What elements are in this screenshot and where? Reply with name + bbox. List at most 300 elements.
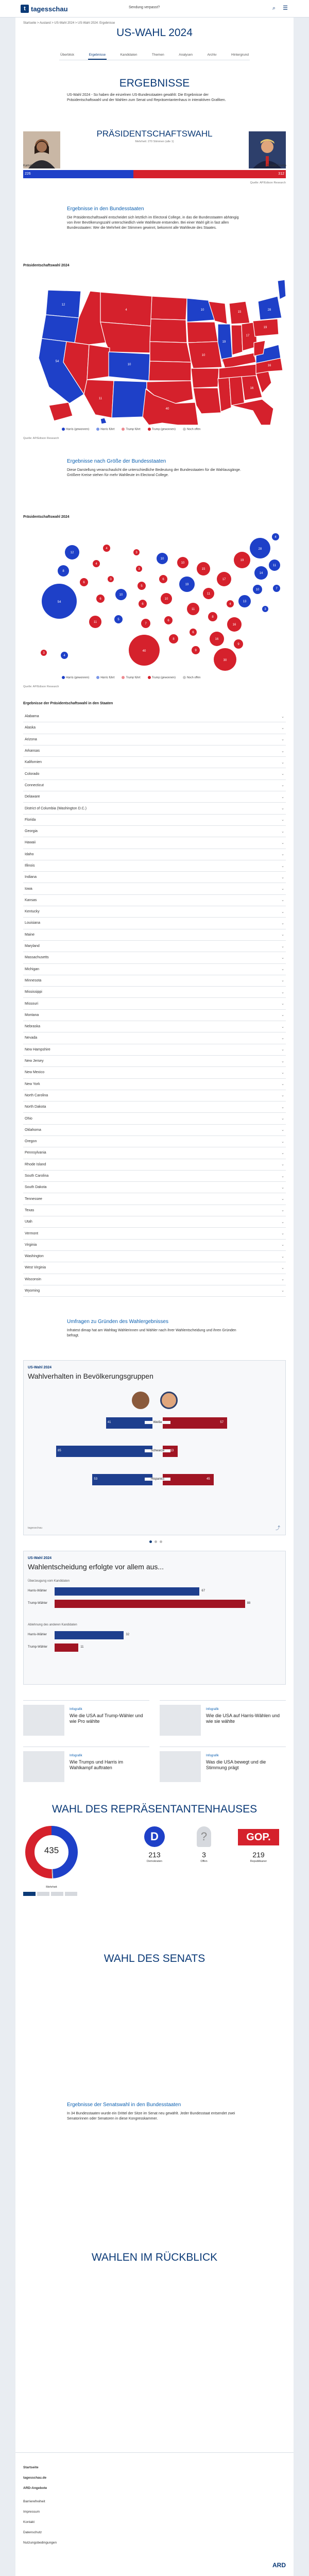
svg-text:6: 6: [83, 581, 85, 584]
map-source: Quelle: AP/Edison Research: [23, 437, 59, 440]
polls-text: Infratest dimap hat am Wahltag Wählerinnen und Wähler nach ihrer Wahlentscheidung und ihren Gründen befragt.: [67, 1329, 236, 1337]
house-tab-2[interactable]: [37, 1892, 49, 1896]
trump-vote-bar: 312: [133, 170, 286, 178]
map-state-hawaii[interactable]: [100, 418, 107, 424]
tab-results[interactable]: Ergebnisse: [88, 52, 107, 60]
map-state-arkansas[interactable]: [191, 368, 219, 388]
poll1-rep-value: 57: [220, 1421, 224, 1424]
poll1-harris-avatar: [132, 1392, 149, 1409]
dem-seats: 213: [148, 1851, 161, 1859]
nav-link-sendung[interactable]: Sendung verpasst?: [129, 6, 160, 9]
state-name: Colorado: [25, 772, 40, 776]
state-name: New Hampshire: [25, 1047, 50, 1052]
state-row[interactable]: [23, 1262, 286, 1274]
trump-portrait: [249, 131, 286, 168]
map-state-louisiana[interactable]: [193, 388, 221, 414]
chevron-down-icon: ⌄: [281, 829, 284, 834]
state-name: Virginia: [25, 1243, 37, 1247]
state-row[interactable]: [23, 780, 286, 791]
state-name: Missouri: [25, 1002, 39, 1006]
tab-overview[interactable]: Überblick: [60, 53, 75, 57]
svg-text:10: 10: [181, 562, 185, 565]
chevron-down-icon: ⌄: [281, 749, 284, 753]
bubble-legend: [62, 676, 200, 679]
svg-text:4: 4: [274, 536, 277, 539]
logo-text: tagesschau: [31, 5, 68, 13]
chevron-down-icon: ⌄: [281, 1128, 284, 1132]
svg-text:28: 28: [258, 548, 262, 551]
teaser-4-title: Was die USA bewegt und die Stimmung prägt: [206, 1759, 266, 1770]
state-row[interactable]: [23, 1171, 286, 1182]
state-name: Wisconsin: [25, 1277, 41, 1281]
state-row[interactable]: [23, 849, 286, 860]
state-row[interactable]: [23, 987, 286, 998]
poll2-bar: [55, 1600, 245, 1608]
state-row[interactable]: [23, 1079, 286, 1090]
poll2-value: 67: [201, 1589, 205, 1592]
house-total: 435: [44, 1845, 59, 1855]
state-row[interactable]: [23, 1228, 286, 1239]
breadcrumb[interactable]: Startseite > Ausland > US-Wahl 2024 > US-Wahl 2024: Ergebnisse: [23, 22, 115, 25]
map-legend: [62, 428, 200, 431]
state-name: Oklahoma: [25, 1128, 41, 1132]
state-name: Louisiana: [25, 921, 40, 925]
share-icon[interactable]: ⤴: [275, 1526, 280, 1531]
state-name: Ohio: [25, 1116, 32, 1121]
state-name: Texas: [25, 1208, 35, 1212]
us-states-map[interactable]: [23, 270, 286, 425]
state-name: Connecticut: [25, 783, 44, 787]
chevron-down-icon: ⌄: [281, 784, 284, 788]
state-row[interactable]: [23, 918, 286, 929]
footer-link-3[interactable]: ARD-Angebote: [23, 2486, 47, 2490]
legend-harris-won: Harris (gewonnen): [62, 428, 89, 431]
map-state-alaska[interactable]: [49, 402, 73, 421]
house-year-tabs: [23, 1892, 77, 1896]
svg-text:16: 16: [250, 387, 254, 390]
footer-link-4[interactable]: Barrierefreiheit: [23, 2500, 45, 2503]
state-row[interactable]: [23, 1090, 286, 1101]
state-row[interactable]: [23, 768, 286, 779]
open-seats-icon: ?: [197, 1826, 211, 1847]
state-row[interactable]: [23, 1101, 286, 1113]
svg-text:11: 11: [272, 564, 277, 567]
poll1-dem-value: 85: [58, 1449, 61, 1452]
chevron-down-icon: ⌄: [281, 933, 284, 937]
footer-link-5[interactable]: Impressum: [23, 2510, 40, 2514]
chevron-down-icon: ⌄: [281, 1232, 284, 1235]
state-name: North Dakota: [25, 1105, 46, 1109]
democrats-logo-icon: D: [144, 1826, 165, 1847]
state-name: Iowa: [25, 887, 32, 891]
state-row[interactable]: [23, 1251, 286, 1262]
state-name: New Mexico: [25, 1071, 45, 1075]
poll2-title: Wahlentscheidung erfolgte vor allem aus...: [28, 1563, 164, 1571]
svg-text:19: 19: [240, 559, 244, 562]
poll2-row-label: Harris-Wähler: [28, 1633, 47, 1636]
chevron-down-icon: ⌄: [281, 760, 284, 765]
poll1-dem-value: 53: [94, 1478, 98, 1481]
svg-text:15: 15: [237, 311, 242, 314]
house-tab-3[interactable]: [51, 1892, 63, 1896]
poll2-bar: [55, 1643, 78, 1652]
chevron-down-icon: ⌄: [281, 899, 284, 903]
top-bar: [0, 0, 309, 18]
svg-text:30: 30: [248, 416, 252, 419]
state-row[interactable]: [23, 883, 286, 894]
chevron-down-icon: ⌄: [281, 1255, 284, 1259]
state-row[interactable]: [23, 1136, 286, 1147]
teaser-1-kicker: Infografik: [70, 1708, 82, 1711]
chevron-down-icon: ⌄: [281, 818, 284, 822]
chevron-down-icon: ⌄: [281, 1117, 284, 1121]
dem-label: Demokraten: [147, 1860, 162, 1863]
poll-carousel-dots[interactable]: [149, 1540, 162, 1543]
svg-text:6: 6: [99, 598, 101, 601]
state-name: Maine: [25, 933, 35, 937]
state-row[interactable]: [23, 1113, 286, 1124]
chevron-down-icon: ⌄: [281, 726, 284, 730]
svg-text:17: 17: [222, 578, 226, 581]
svg-text:6: 6: [142, 603, 144, 606]
trump-name: Donald Trump: [267, 164, 286, 167]
map-state-maine[interactable]: [278, 280, 286, 299]
tab-archive[interactable]: Archiv: [207, 53, 217, 57]
state-row[interactable]: [23, 860, 286, 872]
chevron-down-icon: ⌄: [281, 807, 284, 811]
polls-link[interactable]: Umfragen zu Gründen des Wahlergebnisses: [67, 1319, 168, 1325]
svg-text:10: 10: [127, 363, 131, 366]
poll2-sub1: Überzeugung vom Kandidaten: [28, 1580, 70, 1583]
svg-text:10: 10: [201, 354, 205, 357]
state-name: Delaware: [25, 795, 40, 799]
map-state-new-mexico[interactable]: [112, 381, 147, 418]
svg-text:30: 30: [223, 659, 227, 662]
state-row[interactable]: [23, 895, 286, 906]
chevron-down-icon: ⌄: [281, 1289, 284, 1293]
map-state-indiana[interactable]: [231, 325, 243, 355]
svg-text:10: 10: [119, 594, 123, 597]
chevron-down-icon: ⌄: [281, 1002, 284, 1006]
state-row[interactable]: [23, 998, 286, 1009]
poll1-rep-value: 13: [170, 1449, 174, 1452]
teaser-2[interactable]: [160, 1700, 286, 1741]
senate-text: In 34 Bundesstaaten wurde ein Drittel der Sitze im Senat neu gewählt. Jeder Bundesstaat entsendet zwei Senatorinnen oder Senatoren in diese Kongresskammer.: [67, 2112, 235, 2121]
svg-text:28: 28: [267, 309, 271, 312]
chevron-down-icon: ⌄: [281, 715, 284, 719]
svg-text:12: 12: [70, 551, 74, 554]
svg-text:6: 6: [192, 631, 194, 634]
chevron-down-icon: ⌄: [281, 1105, 284, 1109]
chevron-down-icon: ⌄: [281, 1209, 284, 1213]
state-name: Arkansas: [25, 749, 40, 753]
bubble-legend-trump-won: Trump (gewonnen): [148, 676, 176, 679]
state-row[interactable]: [23, 1010, 286, 1021]
teaser-2-title: Wie die USA auf Harris-Wählen und wie sie wählte: [206, 1713, 280, 1724]
chevron-down-icon: ⌄: [281, 1197, 284, 1201]
gop-logo: GOP.: [238, 1829, 279, 1845]
state-row[interactable]: [23, 872, 286, 883]
poll-card-groups: [23, 1360, 286, 1535]
chevron-down-icon: ⌄: [281, 1278, 284, 1282]
svg-text:4: 4: [229, 603, 231, 606]
state-name: Kentucky: [25, 910, 40, 914]
tab-background[interactable]: Hintergrund: [231, 53, 249, 57]
state-row[interactable]: [23, 1240, 286, 1251]
footer-link-6[interactable]: Kontakt: [23, 2520, 35, 2524]
chevron-down-icon: ⌄: [281, 1140, 284, 1144]
tab-candidates[interactable]: Kandidaten: [120, 53, 138, 57]
teaser-2-image: [160, 1705, 201, 1736]
svg-text:3: 3: [138, 568, 140, 571]
poll1-row-label: Weiße: [145, 1421, 170, 1424]
chevron-down-icon: ⌄: [281, 944, 284, 948]
poll2-value: 32: [126, 1633, 130, 1636]
svg-text:13: 13: [243, 600, 247, 603]
state-name: Kalifornien: [25, 760, 42, 765]
senate-link[interactable]: Ergebnisse der Senatswahl in den Bundesstaaten: [67, 2102, 181, 2108]
poll1-title: Wahlverhalten in Bevölkerungsgruppen: [28, 1372, 153, 1380]
teaser-2-kicker: Infografik: [206, 1708, 219, 1711]
poll2-sub2: Ablehnung des anderen Kandidaten: [28, 1623, 77, 1626]
map-state-utah[interactable]: [87, 345, 110, 380]
state-row[interactable]: [23, 1125, 286, 1136]
svg-text:7: 7: [276, 587, 278, 590]
state-name: South Carolina: [25, 1174, 49, 1178]
state-name: Minnesota: [25, 978, 42, 982]
state-row[interactable]: [23, 1285, 286, 1297]
state-row[interactable]: [23, 791, 286, 803]
state-row[interactable]: [23, 734, 286, 745]
chevron-down-icon: ⌄: [281, 1266, 284, 1270]
chevron-down-icon: ⌄: [281, 1163, 284, 1167]
poll2-bar: [55, 1587, 199, 1596]
state-row[interactable]: [23, 964, 286, 975]
state-row[interactable]: [23, 803, 286, 814]
chevron-down-icon: ⌄: [281, 1071, 284, 1075]
chevron-down-icon: ⌄: [281, 1185, 284, 1190]
poll2-bar: [55, 1631, 124, 1639]
house-total-label: Mehrheit: [46, 1886, 57, 1889]
bubble-legend-harris-leads: Harris führt: [96, 676, 114, 679]
chevron-down-icon: ⌄: [281, 1059, 284, 1063]
svg-text:3: 3: [43, 652, 45, 655]
state-row[interactable]: [23, 1205, 286, 1216]
teaser-1[interactable]: [23, 1700, 149, 1741]
svg-text:7: 7: [145, 622, 147, 625]
page-title: US-WAHL 2024: [116, 27, 193, 39]
size-results-text: Diese Darstellung veranschaulicht die unterschiedliche Bedeutung der Bundesstaaten für die Wahlausgänge. Größere Kreise stehen für mehr Wahlleute im Electoral College.: [67, 468, 241, 477]
svg-text:16: 16: [232, 623, 236, 626]
footer-link-1[interactable]: Startseite: [23, 2466, 39, 2469]
harris-portrait: [23, 131, 60, 168]
state-row[interactable]: [23, 1159, 286, 1171]
state-name: Hawaii: [25, 841, 36, 845]
state-accordion: [23, 711, 286, 1297]
svg-text:12: 12: [61, 303, 65, 307]
bubble-source: Quelle: AP/Edison Research: [23, 685, 59, 688]
svg-text:8: 8: [212, 616, 214, 619]
map-state-iowa[interactable]: [187, 322, 218, 343]
map-state-oregon[interactable]: [42, 315, 79, 343]
state-name: Alabama: [25, 715, 39, 719]
state-row[interactable]: [23, 975, 286, 987]
state-name: Pennsylvania: [25, 1151, 46, 1155]
states-results-link[interactable]: Ergebnisse in den Bundesstaaten: [67, 206, 144, 212]
state-row[interactable]: [23, 1147, 286, 1159]
svg-text:6: 6: [162, 578, 164, 581]
states-results-text: Die Präsidentschaftswahl entscheidet sich letztlich im Electoral College, in das die Bundesstaaten abhängig von ihrer Bevölkerungszahl unterschiedlich viele Wahlleute entsenden. Bei einer Wahl gilt in fast allen Bundesstaaten: Wer die Mehrheit der Stimmen gewinnt, bekommt alle Wahlleute des Staates.: [67, 216, 239, 230]
state-row[interactable]: [23, 757, 286, 768]
poll1-row-label: Hispanics: [145, 1478, 170, 1481]
house-tab-4[interactable]: [65, 1892, 77, 1896]
footer-link-7[interactable]: Datenschutz: [23, 2531, 42, 2534]
state-row[interactable]: [23, 1067, 286, 1078]
poll1-dem-value: 41: [107, 1421, 111, 1424]
president-heading: PRÄSIDENTSCHAFTSWAHL: [96, 129, 213, 139]
teaser-3-kicker: Infografik: [70, 1754, 82, 1757]
state-row[interactable]: [23, 1032, 286, 1044]
section-tabs: [59, 52, 250, 60]
state-row[interactable]: [23, 826, 286, 837]
tab-topics[interactable]: Themen: [151, 53, 164, 57]
poll2-value: 88: [247, 1602, 251, 1605]
state-row[interactable]: [23, 815, 286, 826]
state-row[interactable]: [23, 1182, 286, 1193]
state-name: Arizona: [25, 737, 37, 741]
chevron-down-icon: ⌄: [281, 887, 284, 891]
map-state-new-york[interactable]: [258, 296, 282, 320]
state-name: Vermont: [25, 1231, 39, 1235]
state-row[interactable]: [23, 1274, 286, 1285]
ard-logo: ARD: [272, 2562, 286, 2569]
svg-text:54: 54: [57, 601, 61, 604]
bubble-legend-harris-won: Harris (gewonnen): [62, 676, 89, 679]
teaser-4[interactable]: [160, 1747, 286, 1788]
chevron-down-icon: ⌄: [281, 772, 284, 776]
svg-text:11: 11: [191, 608, 195, 611]
svg-text:54: 54: [55, 360, 59, 363]
svg-text:10: 10: [164, 598, 168, 601]
state-name: Nebraska: [25, 1025, 40, 1029]
chevron-down-icon: ⌄: [281, 1220, 284, 1224]
chevron-down-icon: ⌄: [281, 1174, 284, 1178]
state-row[interactable]: [23, 711, 286, 722]
svg-text:4: 4: [106, 547, 108, 550]
state-name: Mississippi: [25, 990, 42, 994]
state-row[interactable]: [23, 837, 286, 849]
state-row[interactable]: [23, 941, 286, 952]
state-row[interactable]: [23, 929, 286, 941]
map-state-nebraska[interactable]: [150, 342, 191, 362]
chevron-down-icon: ⌄: [281, 1036, 284, 1040]
tab-analysis[interactable]: Analysen: [179, 53, 193, 57]
svg-text:9: 9: [195, 649, 197, 652]
state-name: Rhode Island: [25, 1162, 46, 1166]
svg-text:19: 19: [222, 341, 226, 344]
menu-icon[interactable]: ☰: [283, 5, 288, 11]
state-row[interactable]: [23, 1216, 286, 1228]
state-row[interactable]: [23, 952, 286, 963]
state-row[interactable]: [23, 1044, 286, 1056]
poll1-rep-bar: [163, 1417, 227, 1429]
search-icon[interactable]: ⌕: [272, 5, 276, 11]
poll1-rep-value: 45: [207, 1478, 210, 1481]
poll2-row-label: Trump-Wähler: [28, 1602, 48, 1605]
map-state-south-dakota[interactable]: [150, 319, 187, 343]
chevron-down-icon: ⌄: [281, 979, 284, 983]
poll1-footer: tagesschau: [28, 1527, 43, 1530]
state-row[interactable]: [23, 906, 286, 918]
map-state-colorado[interactable]: [109, 352, 150, 381]
state-row[interactable]: [23, 1056, 286, 1067]
svg-text:10: 10: [255, 588, 260, 591]
state-name: New Jersey: [25, 1059, 44, 1063]
bubble-legend-open: Noch offen: [183, 676, 201, 679]
state-row[interactable]: [23, 745, 286, 757]
state-list-title: Ergebnisse der Präsidentschaftswahl in den Staaten: [23, 702, 113, 705]
state-name: Tennessee: [25, 1197, 42, 1201]
bubble-map[interactable]: [23, 521, 286, 671]
footer-link-2[interactable]: tagesschau.de: [23, 2476, 47, 2480]
state-row[interactable]: [23, 722, 286, 734]
state-name: Montana: [25, 1013, 39, 1017]
poll1-row-label: Schwarze: [145, 1449, 170, 1452]
chevron-down-icon: ⌄: [281, 1243, 284, 1247]
electoral-vote-bar: [23, 170, 286, 178]
state-name: North Carolina: [25, 1093, 48, 1097]
majority-note: Mehrheit: 270 Stimmen (alle 1): [135, 140, 174, 143]
svg-text:14: 14: [259, 572, 263, 575]
teaser-4-kicker: Infografik: [206, 1754, 219, 1757]
senate-heading: WAHL DES SENATS: [104, 1953, 205, 1964]
chevron-down-icon: ⌄: [281, 956, 284, 960]
header-icons: [271, 5, 288, 11]
size-results-link[interactable]: Ergebnisse nach Größe der Bundesstaaten: [67, 459, 166, 464]
logo-mark: t: [21, 5, 29, 13]
open-seats: 3: [202, 1851, 206, 1859]
svg-text:19: 19: [185, 583, 189, 586]
svg-text:17: 17: [246, 334, 250, 337]
map-state-north-dakota[interactable]: [151, 296, 187, 320]
chevron-down-icon: ⌄: [281, 875, 284, 879]
state-name: Michigan: [25, 967, 40, 971]
state-name: Nevada: [25, 1036, 38, 1040]
state-row[interactable]: [23, 1193, 286, 1205]
svg-text:3: 3: [110, 578, 112, 581]
footer-link-8[interactable]: Nutzungsbedingungen: [23, 2541, 57, 2545]
svg-text:3: 3: [264, 608, 266, 611]
svg-text:16: 16: [215, 638, 219, 641]
house-tab-1[interactable]: [23, 1892, 36, 1896]
state-name: Maryland: [25, 944, 40, 948]
teaser-1-image: [23, 1705, 64, 1736]
poll-card-decision: [23, 1551, 286, 1685]
open-label: Offen: [200, 1860, 208, 1863]
teaser-4-image: [160, 1751, 201, 1782]
president-source: Quelle: AP/Edison Research: [250, 181, 286, 184]
chevron-down-icon: ⌄: [281, 968, 284, 972]
poll2-kicker: US-Wahl 2024: [28, 1556, 52, 1560]
chevron-down-icon: ⌄: [281, 738, 284, 742]
teaser-3[interactable]: [23, 1747, 149, 1788]
svg-text:5: 5: [141, 585, 143, 588]
map-state-kansas[interactable]: [149, 361, 191, 381]
state-row[interactable]: [23, 1021, 286, 1032]
svg-text:4: 4: [125, 309, 127, 312]
site-logo[interactable]: [21, 5, 68, 13]
chevron-down-icon: ⌄: [281, 1048, 284, 1052]
